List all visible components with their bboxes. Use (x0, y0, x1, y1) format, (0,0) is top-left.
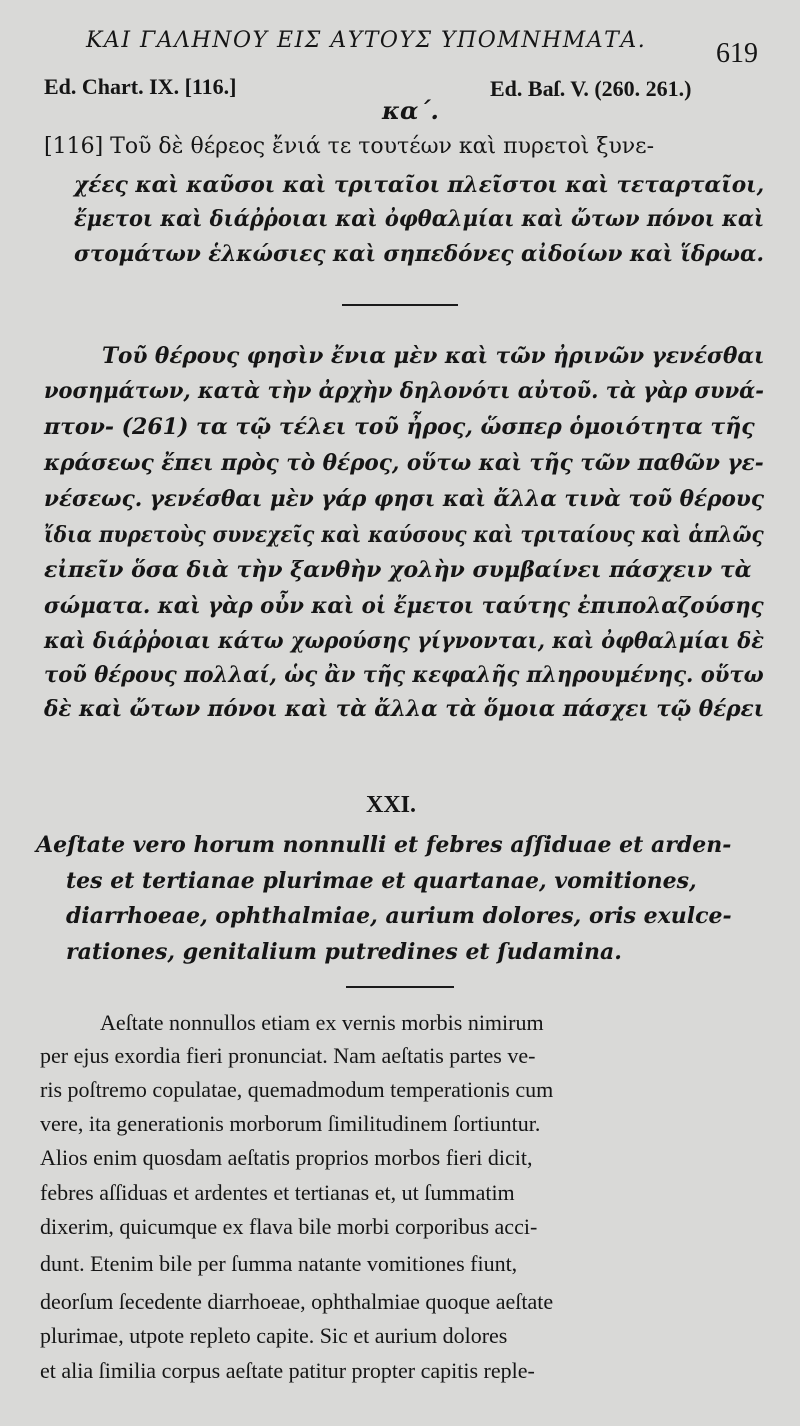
greek-commentary-line: νέσεως. γενέσθαι μὲν γάρ φησι καὶ ἄλλα τινὰ τοῦ θέρους (44, 486, 764, 512)
greek-commentary-line: πτον- (261) τα τῷ τέλει τοῦ ἦρος, ὥσπερ ὁμοιότητα τῆς (44, 414, 755, 440)
latin-commentary-line: dunt. Etenim bile per ſumma natante vomitiones fiunt, (40, 1251, 518, 1276)
aphorism-number: κα΄. (382, 96, 439, 125)
greek-commentary-line: κράσεως ἔπει πρὸς τὸ θέρος, οὕτω καὶ τῆς τῶν παθῶν γε- (44, 450, 764, 476)
section-heading: XXI. (366, 792, 417, 818)
edition-reference-right: Ed. Baſ. V. (260. 261.) (490, 76, 692, 101)
greek-commentary-line: Τοῦ θέρους φησὶν ἔνια μὲν καὶ τῶν ἠρινῶν γενέσθαι (102, 343, 765, 369)
latin-commentary-line: febres aſſiduas et ardentes et tertianas et, ut ſummatim (40, 1180, 515, 1205)
latin-commentary-line: plurimae, utpote repleto capite. Sic et aurium dolores (40, 1323, 508, 1348)
edition-reference-left: Ed. Chart. IX. [116.] (44, 74, 237, 99)
latin-commentary-line: et alia ſimilia corpus aeſtate patitur propter capitis reple- (40, 1358, 535, 1383)
greek-commentary-line: καὶ διάῤῥοιαι κάτω χωρούσης γίγνονται, καὶ ὀφθαλμίαι δὲ (44, 628, 764, 654)
latin-commentary-line: Aeſtate nonnullos etiam ex vernis morbis nimirum (100, 1010, 544, 1035)
running-title: ΚΑΙ ΓΑΛΗΝΟΥ ΕΙΣ ΑΥΤΟΥΣ ΥΠΟΜΝΗΜΑΤΑ. (86, 28, 647, 53)
section-divider (346, 986, 454, 988)
latin-translation-line: diarrhoeae, ophthalmiae, aurium dolores, oris exulce- (66, 903, 732, 929)
greek-commentary-line: σώματα. καὶ γὰρ οὖν καὶ οἱ ἔμετοι ταύτης ἐπιπολαζούσης (44, 593, 764, 619)
latin-commentary-line: ris poſtremo copulatae, quemadmodum temperationis cum (40, 1077, 554, 1102)
latin-translation-line: rationes, genitalium putredines et ſudamina. (66, 939, 622, 965)
greek-commentary-line: τοῦ θέρους πολλαί, ὡς ἂν τῆς κεφαλῆς πληρουμένης. οὕτω (44, 662, 764, 688)
greek-commentary-line: δὲ καὶ ὤτων πόνοι καὶ τὰ ἄλλα τὰ ὅμοια πάσχει τῷ θέρει (44, 696, 765, 722)
latin-commentary-line: Alios enim quosdam aeſtatis proprios morbos fieri dicit, (40, 1145, 533, 1170)
page-number: 619 (716, 38, 758, 69)
aphorism-line: [116] Τοῦ δὲ θέρεος ἔνιά τε τουτέων καὶ πυρετοὶ ξυνε- (44, 134, 655, 159)
section-divider (342, 304, 458, 306)
greek-commentary-line: εἰπεῖν ὅσα διὰ τὴν ξανθὴν χολὴν συμβαίνει πάσχειν τὰ (44, 557, 752, 583)
latin-commentary-line: vere, ita generationis morborum ſimilitudinem ſortiuntur. (40, 1111, 541, 1136)
latin-commentary-line: per ejus exordia fieri pronunciat. Nam aeſtatis partes ve- (40, 1043, 536, 1068)
aphorism-line: χέες καὶ καῦσοι καὶ τριταῖοι πλεῖστοι καὶ τεταρταῖοι, (74, 172, 765, 198)
latin-translation-line: Aeſtate vero horum nonnulli et febres aſſiduae et arden- (36, 832, 732, 858)
greek-commentary-line: ἴδια πυρετοὺς συνεχεῖς καὶ καύσους καὶ τριταίους καὶ ἁπλῶς (44, 522, 764, 548)
latin-commentary-line: deorſum ſecedente diarrhoeae, ophthalmiae quoque aeſtate (40, 1289, 554, 1314)
latin-translation-line: tes et tertianae plurimae et quartanae, vomitiones, (66, 868, 697, 894)
greek-commentary-line: νοσημάτων, κατὰ τὴν ἀρχὴν δηλονότι αὐτοῦ. τὰ γὰρ συνά- (44, 378, 764, 404)
aphorism-line: στομάτων ἑλκώσιες καὶ σηπεδόνες αἰδοίων καὶ ἵδρωα. (74, 241, 765, 267)
latin-commentary-line: dixerim, quicumque ex flava bile morbi corporibus acci- (40, 1214, 538, 1239)
aphorism-line: ἔμετοι καὶ διάῤῥοιαι καὶ ὀφθαλμίαι καὶ ὤτων πόνοι καὶ (74, 206, 765, 232)
